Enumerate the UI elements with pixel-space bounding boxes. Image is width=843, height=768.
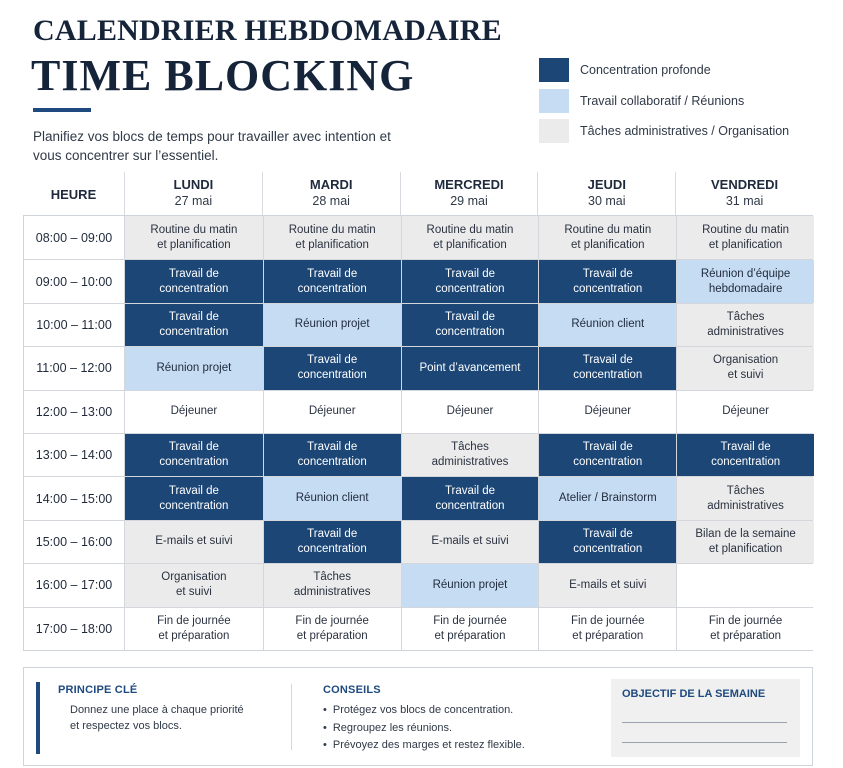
time-block-wednesday[interactable]: Travail de concentration — [401, 477, 539, 519]
day-date: 30 mai — [588, 194, 626, 208]
schedule-row — [24, 303, 812, 346]
time-block-thursday[interactable]: Fin de journée et préparation — [538, 608, 676, 650]
time-block-monday[interactable]: Travail de concentration — [125, 260, 263, 302]
time-block-wednesday[interactable]: Déjeuner — [401, 391, 539, 433]
schedule-row — [24, 520, 812, 563]
day-name: MERCREDI — [434, 177, 504, 192]
day-name: LUNDI — [173, 177, 214, 192]
day-date: 28 mai — [312, 194, 350, 208]
time-block-thursday[interactable]: Travail de concentration — [538, 434, 676, 476]
time-block-friday[interactable]: Fin de journée et préparation — [676, 608, 814, 650]
weekly-objective-box[interactable] — [611, 679, 800, 757]
time-block-monday[interactable]: E-mails et suivi — [125, 521, 263, 563]
time-block-monday[interactable]: Réunion projet — [125, 347, 263, 389]
time-slot-label: 15:00 – 16:00 — [24, 521, 125, 563]
objective-write-line[interactable] — [622, 722, 787, 723]
time-block-friday[interactable]: Organisation et suivi — [676, 347, 814, 389]
time-block-tuesday[interactable]: Réunion projet — [263, 304, 401, 346]
legend-label: Concentration profonde — [580, 63, 711, 77]
legend-label: Travail collaboratif / Réunions — [580, 93, 745, 108]
schedule-row — [24, 346, 812, 389]
schedule-row — [24, 433, 812, 476]
time-block-monday[interactable]: Déjeuner — [125, 391, 263, 433]
legend-swatch-admin — [539, 119, 569, 143]
time-block-monday[interactable]: Organisation et suivi — [125, 564, 263, 606]
time-slot-label: 11:00 – 12:00 — [24, 347, 125, 389]
time-block-tuesday[interactable]: Déjeuner — [263, 391, 401, 433]
time-block-wednesday[interactable]: Réunion projet — [401, 564, 539, 606]
principle-text-line1: Donnez une place à chaque priorité — [70, 704, 244, 716]
legend-item-admin — [539, 119, 789, 143]
time-block-monday[interactable]: Travail de concentration — [125, 477, 263, 519]
schedule-row — [24, 607, 812, 650]
time-slot-label: 17:00 – 18:00 — [24, 608, 125, 650]
time-block-friday[interactable]: Travail de concentration — [676, 434, 814, 476]
legend-item-deep — [539, 58, 789, 82]
day-name: MARDI — [309, 177, 353, 192]
tip-item: • Prévoyez des marges et restez flexible. — [323, 737, 525, 755]
time-block-monday[interactable]: Travail de concentration — [125, 304, 263, 346]
schedule-grid — [23, 215, 813, 651]
title-underline — [33, 108, 91, 112]
page-subtitle: Planifiez vos blocs de temps pour travailler avec intention et vous concentrer sur l’essentiel. — [33, 129, 391, 163]
day-name: VENDREDI — [710, 177, 779, 192]
footer-panel — [23, 667, 813, 766]
day-header-tuesday — [262, 172, 400, 215]
time-block-tuesday[interactable]: Routine du matin et planification — [263, 216, 401, 259]
time-block-friday[interactable]: Réunion d’équipe hebdomadaire — [676, 260, 814, 302]
page-title: TIME BLOCKING — [31, 51, 415, 100]
time-block-friday[interactable]: Tâches administratives — [676, 304, 814, 346]
time-block-tuesday[interactable]: Travail de concentration — [263, 521, 401, 563]
time-block-thursday[interactable]: Travail de concentration — [538, 347, 676, 389]
time-block-thursday[interactable]: Atelier / Brainstorm — [538, 477, 676, 519]
time-block-wednesday[interactable]: Fin de journée et préparation — [401, 608, 539, 650]
tip-item: • Regroupez les réunions. — [323, 720, 525, 738]
objective-write-line[interactable] — [622, 742, 787, 743]
legend-swatch-collab — [539, 89, 569, 113]
time-block-wednesday[interactable]: Point d’avancement — [401, 347, 539, 389]
schedule-row — [24, 476, 812, 519]
schedule-row — [24, 259, 812, 302]
time-slot-label: 08:00 – 09:00 — [24, 216, 125, 259]
principle-accent-bar — [36, 682, 40, 754]
schedule-row — [24, 216, 812, 259]
time-block-friday[interactable] — [676, 564, 814, 606]
time-block-wednesday[interactable]: Tâches administratives — [401, 434, 539, 476]
day-header-monday — [124, 172, 262, 215]
objective-title: OBJECTIF DE LA SEMAINE — [622, 688, 766, 700]
day-header-thursday — [537, 172, 675, 215]
time-block-thursday[interactable]: Travail de concentration — [538, 521, 676, 563]
legend-label: Tâches administratives / Organisation — [580, 124, 790, 138]
schedule-header — [23, 172, 813, 215]
time-block-tuesday[interactable]: Travail de concentration — [263, 434, 401, 476]
legend — [539, 58, 789, 150]
time-slot-label: 12:00 – 13:00 — [24, 391, 125, 433]
day-date: 29 mai — [450, 194, 488, 208]
time-block-tuesday[interactable]: Travail de concentration — [263, 260, 401, 302]
time-block-tuesday[interactable]: Réunion client — [263, 477, 401, 519]
time-block-friday[interactable]: Bilan de la semaine et planification — [676, 521, 814, 563]
day-date: 27 mai — [174, 194, 213, 208]
time-block-monday[interactable]: Fin de journée et préparation — [125, 608, 263, 650]
footer-divider — [291, 684, 292, 750]
time-block-tuesday[interactable]: Fin de journée et préparation — [263, 608, 401, 650]
legend-item-collab — [539, 89, 789, 113]
time-block-tuesday[interactable]: Travail de concentration — [263, 347, 401, 389]
time-slot-label: 09:00 – 10:00 — [24, 260, 125, 302]
tip-item: • Protégez vos blocs de concentration. — [323, 702, 525, 720]
day-header-wednesday — [400, 172, 538, 215]
time-column-header: HEURE — [50, 187, 97, 202]
time-block-friday[interactable]: Déjeuner — [676, 391, 814, 433]
time-block-thursday[interactable]: Déjeuner — [538, 391, 676, 433]
time-block-thursday[interactable]: E-mails et suivi — [538, 564, 676, 606]
time-block-wednesday[interactable]: Travail de concentration — [401, 304, 539, 346]
time-block-wednesday[interactable]: Routine du matin et planification — [401, 216, 539, 259]
time-block-monday[interactable]: Travail de concentration — [125, 434, 263, 476]
legend-swatch-deep — [539, 58, 569, 82]
weekly-schedule — [23, 172, 813, 651]
time-slot-label: 14:00 – 15:00 — [24, 477, 125, 519]
time-slot-label: 16:00 – 17:00 — [24, 564, 125, 606]
tips-list — [323, 702, 525, 755]
time-block-friday[interactable]: Routine du matin et planification — [676, 216, 814, 259]
day-header-friday — [675, 172, 813, 215]
day-date: 31 mai — [725, 194, 764, 208]
principle-title: PRINCIPE CLÉ — [58, 684, 138, 696]
time-block-monday[interactable]: Routine du matin et planification — [125, 216, 263, 259]
time-block-thursday[interactable]: Routine du matin et planification — [538, 216, 676, 259]
tips-title: CONSEILS — [323, 684, 381, 696]
schedule-row — [24, 563, 812, 606]
time-block-thursday[interactable]: Réunion client — [538, 304, 676, 346]
time-slot-label: 13:00 – 14:00 — [24, 434, 125, 476]
schedule-row — [24, 390, 812, 433]
time-block-friday[interactable]: Tâches administratives — [676, 477, 814, 519]
principle-text-line2: et respectez vos blocs. — [70, 720, 182, 732]
time-slot-label: 10:00 – 11:00 — [24, 304, 125, 346]
time-block-wednesday[interactable]: Travail de concentration — [401, 260, 539, 302]
time-block-tuesday[interactable]: Tâches administratives — [263, 564, 401, 606]
day-name: JEUDI — [587, 177, 626, 192]
page-title-line1: CALENDRIER HEBDOMADAIRE — [33, 14, 502, 47]
time-block-thursday[interactable]: Travail de concentration — [538, 260, 676, 302]
time-block-wednesday[interactable]: E-mails et suivi — [401, 521, 539, 563]
